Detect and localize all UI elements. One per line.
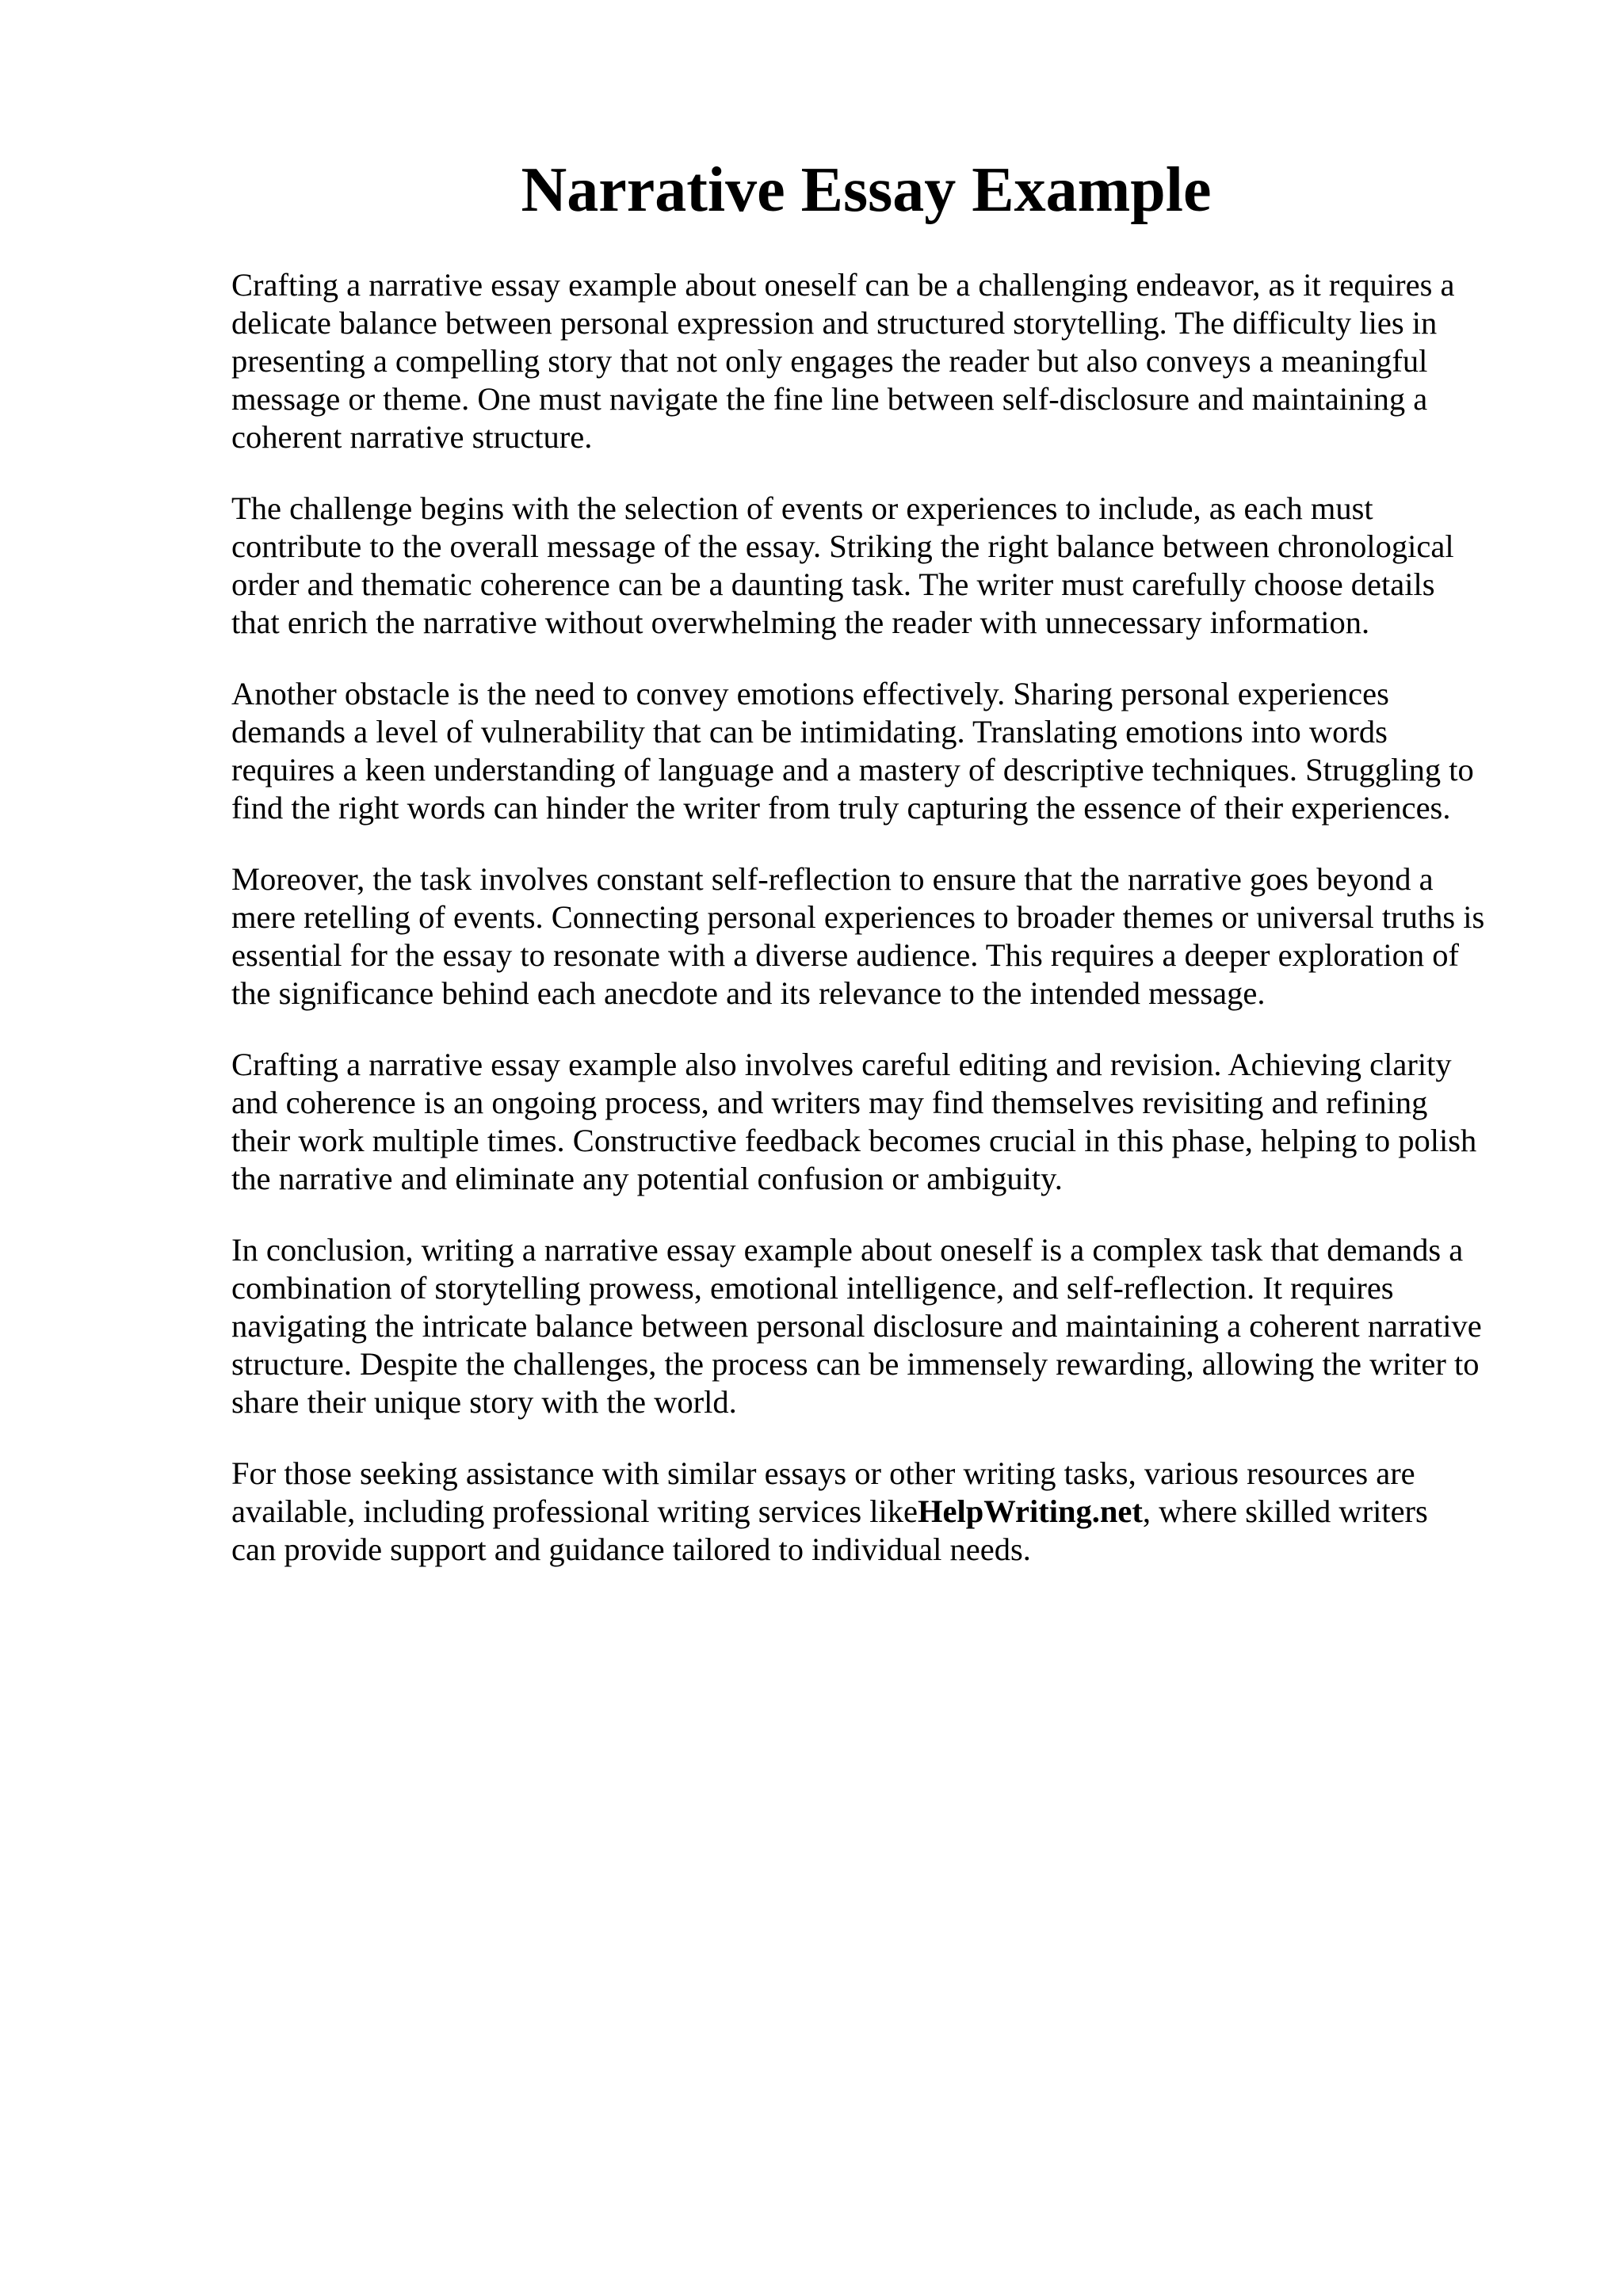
text-line: Crafting a narrative essay example also involves careful editing and revision. Achieving clarity [231,1047,1452,1082]
text-line: and coherence is an ongoing process, and writers may find themselves revisiting and refining [231,1085,1428,1120]
closing-paragraph [231,1455,1531,1569]
paragraph-5 [231,1046,1531,1198]
page-title: Narrative Essay Example [521,155,1212,225]
text-line: that enrich the narrative without overwhelming the reader with unnecessary information. [231,605,1370,640]
text-line: message or theme. One must navigate the fine line between self-disclosure and maintaining a [231,381,1428,417]
text-line: The challenge begins with the selection of events or experiences to include, as each must [231,490,1373,526]
text-line: find the right words can hinder the writer from truly capturing the essence of their experiences. [231,790,1451,826]
text-line: mere retelling of events. Connecting personal experiences to broader themes or universal truths is [231,899,1485,935]
text-line: coherent narrative structure. [231,419,593,455]
paragraph-4 [231,860,1531,1013]
text-line: presenting a compelling story that not only engages the reader but also conveys a meaningful [231,343,1428,379]
text-line: requires a keen understanding of language and a mastery of descriptive techniques. Struggling to [231,752,1474,788]
text-line: share their unique story with the world. [231,1384,737,1420]
text-line: For those seeking assistance with similar essays or other writing tasks, various resources are [231,1455,1415,1491]
text-line: structure. Despite the challenges, the process can be immensely rewarding, allowing the writer to [231,1346,1480,1382]
text-line: Another obstacle is the need to convey emotions effectively. Sharing personal experiences [231,676,1389,711]
text-line: Crafting a narrative essay example about oneself can be a challenging endeavor, as it requires a [231,267,1455,303]
essay-body [231,266,1531,1602]
text-segment: available, including professional writing services like [231,1493,918,1529]
paragraph-1 [231,266,1531,456]
text-segment: , where skilled writers [1142,1493,1428,1529]
helpwriting-brand-link[interactable]: HelpWriting.net [918,1493,1143,1529]
text-line: Moreover, the task involves constant self-reflection to ensure that the narrative goes beyond a [231,861,1434,897]
text-line: demands a level of vulnerability that can be intimidating. Translating emotions into words [231,714,1388,749]
paragraph-6 [231,1231,1531,1421]
text-line: the narrative and eliminate any potential confusion or ambiguity. [231,1161,1063,1196]
paragraph-2 [231,490,1531,642]
text-line: delicate balance between personal expression and structured storytelling. The difficulty lies in [231,305,1438,341]
text-line: contribute to the overall message of the essay. Striking the right balance between chronological [231,528,1454,564]
text-line: In conclusion, writing a narrative essay example about oneself is a complex task that demands a [231,1232,1464,1268]
text-line: combination of storytelling prowess, emotional intelligence, and self-reflection. It requires [231,1270,1394,1306]
text-line: can provide support and guidance tailored to individual needs. [231,1531,1031,1567]
text-line: navigating the intricate balance between personal disclosure and maintaining a coherent narrative [231,1308,1482,1344]
paragraph-3 [231,675,1531,827]
text-line: order and thematic coherence can be a daunting task. The writer must carefully choose details [231,566,1435,602]
text-line: their work multiple times. Constructive feedback becomes crucial in this phase, helping to polish [231,1123,1477,1158]
text-line: the significance behind each anecdote and its relevance to the intended message. [231,975,1266,1011]
text-line: essential for the essay to resonate with a diverse audience. This requires a deeper exploration of [231,937,1459,973]
text-line-with-brand [231,1493,1531,1531]
